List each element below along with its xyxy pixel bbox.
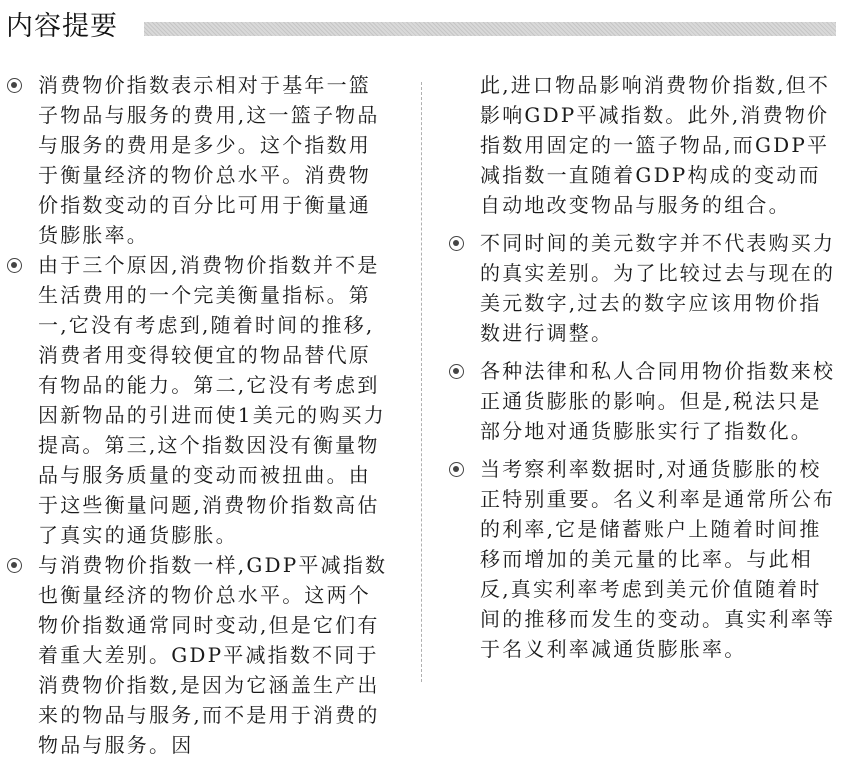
column-divider [421, 82, 422, 682]
continued-text: 此,进口物品影响消费物价指数,但不影响GDP平减指数。此外,消费物价指数用固定的一篮子物品,而GDP平减指数一直随着GDP构成的变动而自动地改变物品与服务的组合。 [480, 73, 831, 217]
summary-item [448, 228, 836, 348]
header-decorative-bar [144, 22, 836, 36]
section-header [6, 8, 836, 48]
summary-item [6, 70, 390, 250]
summary-item-text: 当考察利率数据时,对通货膨胀的校正特别重要。名义利率是通常所公布的利率,它是储蓄账户上随着时间推移而增加的美元量的比率。与此相反,真实利率考虑到美元价值随着时间的推移而发生的变动。真实利率等于名义利率减通货膨胀率。 [480, 457, 836, 661]
summary-item-text: 由于三个原因,消费物价指数并不是生活费用的一个完美衡量指标。第一,它没有考虑到,随着时间的推移,消费者用变得较便宜的物品替代原有物品的能力。第二,它没有考虑到因新物品的引进而使1美元的购买力提高。第三,这个指数因没有衡量物品与服务质量的变动而被扭曲。由于这些衡量问题,消费物价指数高估了真实的通货膨胀。 [38, 253, 386, 547]
circle-bullet-icon [449, 236, 464, 251]
summary-item-text: 与消费物价指数一样,GDP平减指数也衡量经济的物价总水平。这两个物价指数通常同时变动,但是它们有着重大差别。GDP平减指数不同于消费物价指数,是因为它涵盖生产出来的物品与服务,而不是用于消费的物品与服务。因 [38, 553, 388, 757]
summary-item-text: 不同时间的美元数字并不代表购买力的真实差别。为了比较过去与现在的美元数字,过去的数字应该用物价指数进行调整。 [480, 231, 836, 345]
left-column [6, 70, 390, 760]
summary-item-text: 各种法律和私人合同用物价指数来校正通货膨胀的影响。但是,税法只是部分地对通货膨胀实行了指数化。 [480, 359, 836, 443]
circle-bullet-icon [7, 78, 22, 93]
summary-item [448, 356, 836, 446]
section-title: 内容提要 [6, 11, 118, 42]
summary-item [448, 454, 836, 664]
summary-item-text: 消费物价指数表示相对于基年一篮子物品与服务的费用,这一篮子物品与服务的费用是多少。这个指数用于衡量经济的物价总水平。消费物价指数变动的百分比可用于衡量通货膨胀率。 [38, 73, 380, 247]
circle-bullet-icon [449, 364, 464, 379]
summary-item [6, 250, 390, 550]
summary-item [6, 550, 390, 760]
circle-bullet-icon [7, 558, 22, 573]
circle-bullet-icon [7, 258, 22, 273]
right-column [448, 70, 836, 664]
circle-bullet-icon [449, 462, 464, 477]
